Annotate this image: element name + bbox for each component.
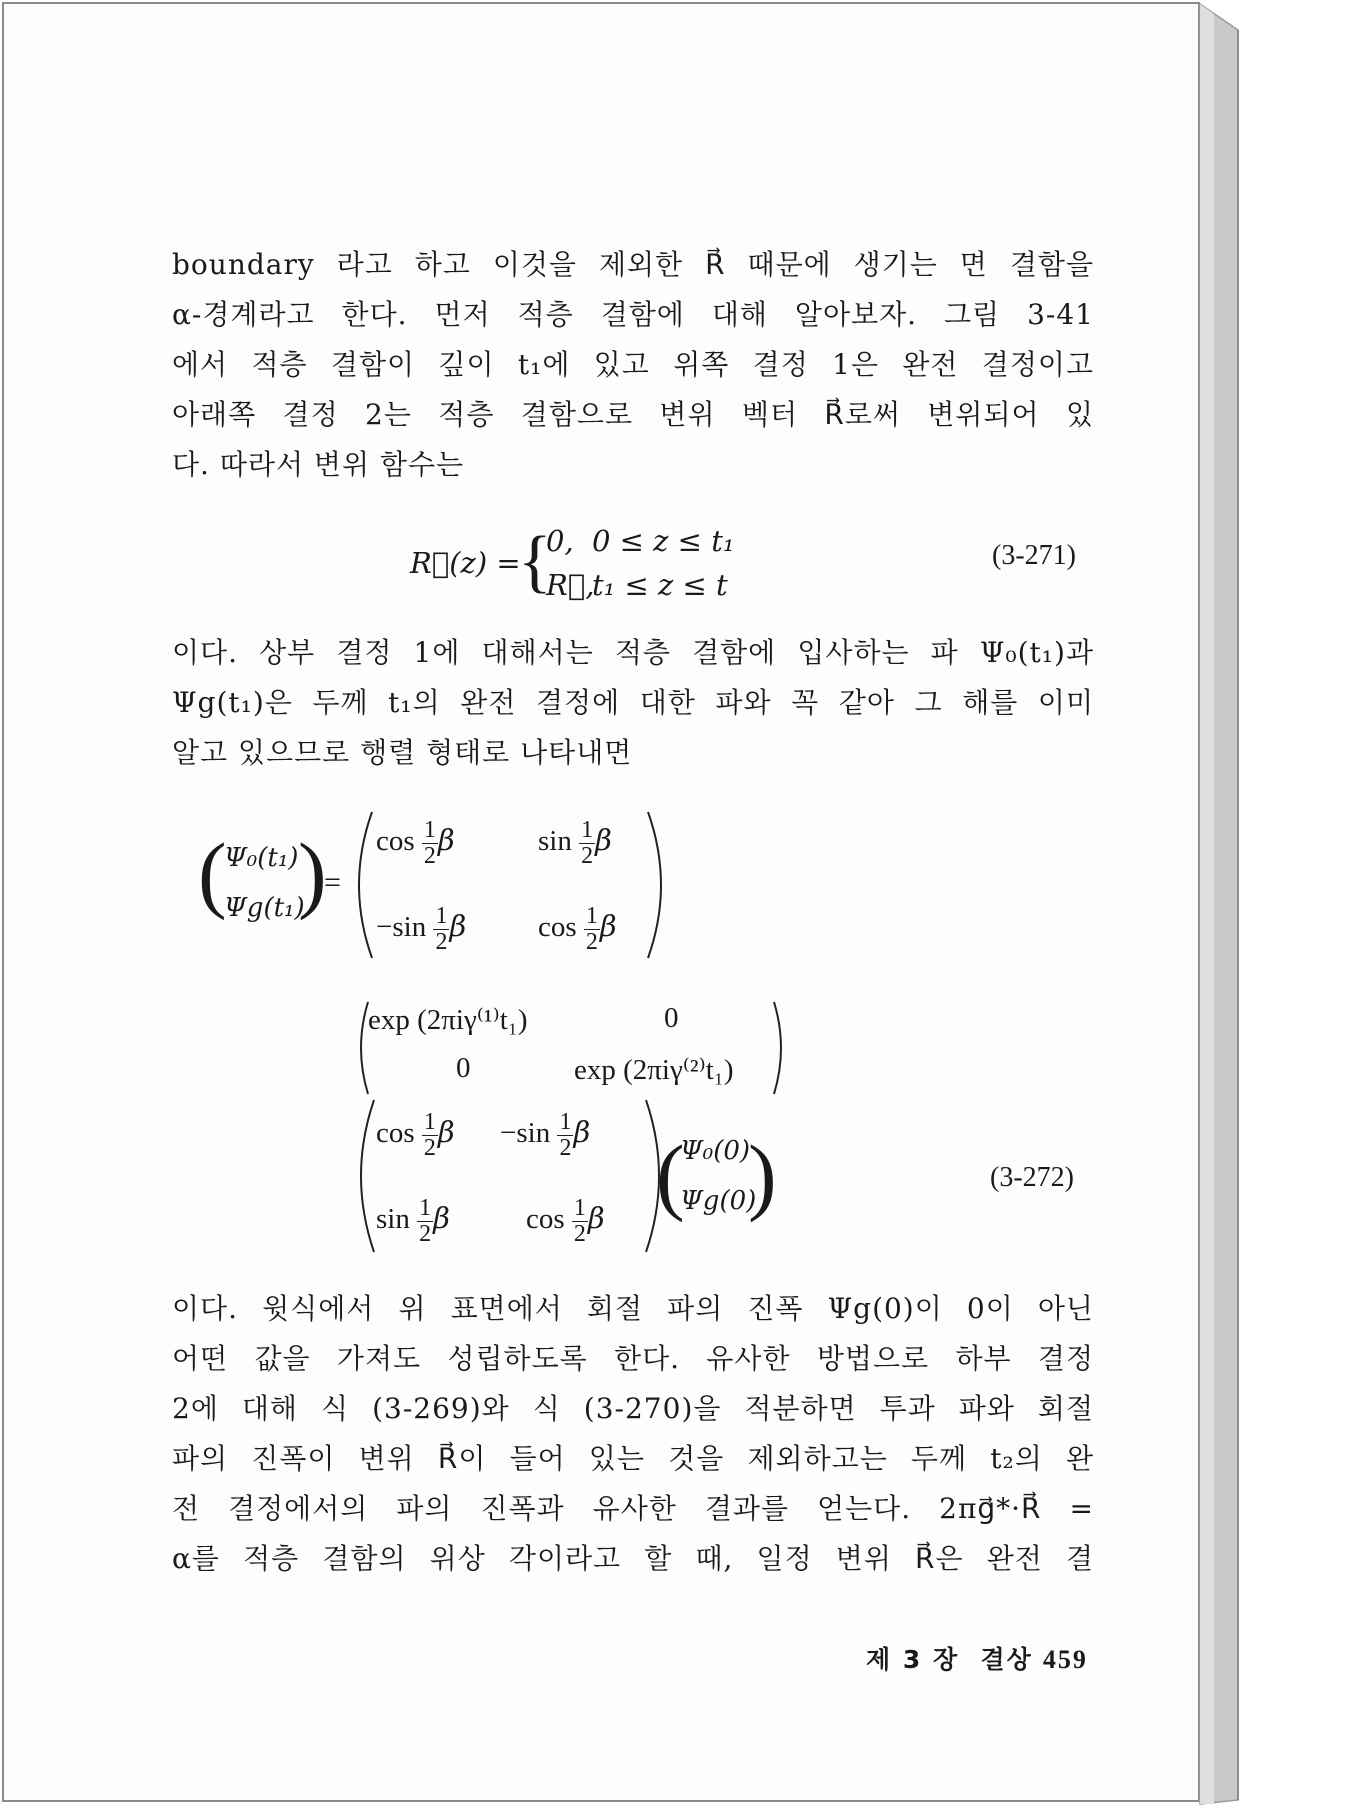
fraction-numerator: 1 (559, 1109, 572, 1135)
beta: β (437, 823, 455, 858)
paragraph-2 (172, 628, 1094, 778)
fraction-denominator: 2 (581, 843, 594, 869)
beta: β (587, 1201, 605, 1236)
fraction-denominator: 2 (573, 1221, 586, 1247)
neg-sin-label: −sin (376, 911, 427, 944)
cos-label: cos (538, 911, 577, 944)
fraction-denominator: 2 (423, 843, 436, 869)
equation-lhs: R⃗(z) = (410, 546, 521, 580)
cases-brace: { (518, 523, 552, 600)
right-vector-paren-close: ) (748, 1127, 777, 1223)
zero-entry-12: 0 (664, 1002, 679, 1034)
text-line: 에서 적층 결함이 깊이 t₁에 있고 위쪽 결정 1은 완전 결정이고 (172, 348, 1094, 381)
zero-entry-21: 0 (456, 1052, 471, 1084)
left-vector-paren-close: ) (298, 825, 327, 921)
text-line: α-경계라고 한다. 먼저 적층 결함에 대해 알아보자. 그림 3-41 (172, 298, 1094, 331)
fraction-denominator: 2 (435, 929, 448, 955)
equation-3-271 (410, 523, 790, 604)
text-line: 다. 따라서 변위 함수는 (172, 448, 465, 481)
chapter-title: 제 3 장 결상 (866, 1645, 1033, 1674)
case-1-condition: 0 ≤ z ≤ t₁ (592, 524, 735, 558)
equation-number-3-272: (3-272) (990, 1162, 1074, 1193)
text-line: 이다. 윗식에서 위 표면에서 회절 파의 진폭 Ψg(0)이 0이 아닌 (172, 1292, 1094, 1325)
fraction-numerator: 1 (581, 817, 594, 843)
beta: β (437, 1115, 455, 1150)
text-line: 이다. 상부 결정 1에 대해서는 적층 결함에 입사하는 파 Ψ₀(t₁)과 (172, 636, 1094, 669)
case-1-value: 0, (546, 524, 574, 558)
left-vector-paren-open: ( (198, 825, 227, 921)
text-line: α를 적층 결함의 위상 각이라고 할 때, 일정 변위 R⃗은 완전 결 (172, 1542, 1094, 1575)
fraction-numerator: 1 (573, 1195, 586, 1221)
beta: β (449, 909, 467, 944)
text-line: 전 결정에서의 파의 진폭과 유사한 결과를 얻는다. 2πg⃗*·R⃗ = (172, 1492, 1094, 1525)
text-line: 아래쪽 결정 2는 적층 결함으로 변위 벡터 R⃗로써 변위되어 있 (172, 398, 1094, 431)
cos-label: cos (376, 825, 415, 858)
fraction-denominator: 2 (423, 1135, 436, 1161)
fraction-denominator: 2 (419, 1221, 432, 1247)
fraction-numerator: 1 (419, 1195, 432, 1221)
neg-sin-label: −sin (500, 1117, 551, 1150)
text-line: Ψg(t₁)은 두께 t₁의 완전 결정에 대한 파와 꼭 같아 그 해를 이미 (172, 686, 1094, 719)
text-line: 알고 있으므로 행렬 형태로 나타내면 (172, 736, 633, 769)
cos-label: cos (376, 1117, 415, 1150)
text-line: 어떤 값을 가져도 성립하도록 한다. 유사한 방법으로 하부 결정 (172, 1342, 1094, 1375)
fraction-denominator: 2 (585, 929, 598, 955)
beta: β (433, 1201, 450, 1236)
fraction-numerator: 1 (435, 903, 448, 929)
psi0-0: Ψ₀(0) (680, 1136, 751, 1166)
case-2-condition: t₁ ≤ z ≤ t (592, 568, 728, 602)
equals-sign: = (324, 866, 341, 899)
case-2-value: R⃗, (546, 568, 595, 602)
beta: β (595, 823, 612, 858)
right-vector-paren-open: ( (656, 1127, 685, 1223)
fraction-numerator: 1 (423, 817, 436, 843)
fraction-numerator: 1 (423, 1109, 436, 1135)
equation-number-3-271: (3-271) (992, 540, 1076, 571)
psig-t1: Ψg(t₁) (224, 893, 305, 923)
psig-0: Ψg(0) (680, 1186, 757, 1216)
paragraph-1 (172, 240, 1094, 490)
paragraph-3 (172, 1284, 1094, 1584)
cos-label: cos (526, 1203, 565, 1236)
fraction-denominator: 2 (559, 1135, 572, 1161)
beta: β (599, 909, 617, 944)
psi0-t1: Ψ₀(t₁) (224, 843, 299, 873)
exp-entry-1: exp (2πiγ⁽¹⁾t₁) (368, 1004, 528, 1036)
sin-label: sin (376, 1203, 410, 1236)
text-line: 2에 대해 식 (3-269)와 식 (3-270)을 적분하면 투과 파와 회절 (172, 1392, 1094, 1425)
text-line: boundary 라고 하고 이것을 제외한 R⃗ 때문에 생기는 면 결함을 (172, 248, 1094, 281)
text-line: 파의 진폭이 변위 R⃗이 들어 있는 것을 제외하고는 두께 t₂의 완 (172, 1442, 1094, 1475)
exp-entry-2: exp (2πiγ⁽²⁾t₁) (574, 1054, 734, 1086)
sin-label: sin (538, 825, 572, 858)
page-number: 459 (1042, 1645, 1088, 1674)
page-footer (866, 1640, 1088, 1676)
fraction-numerator: 1 (585, 903, 598, 929)
beta: β (573, 1115, 591, 1150)
